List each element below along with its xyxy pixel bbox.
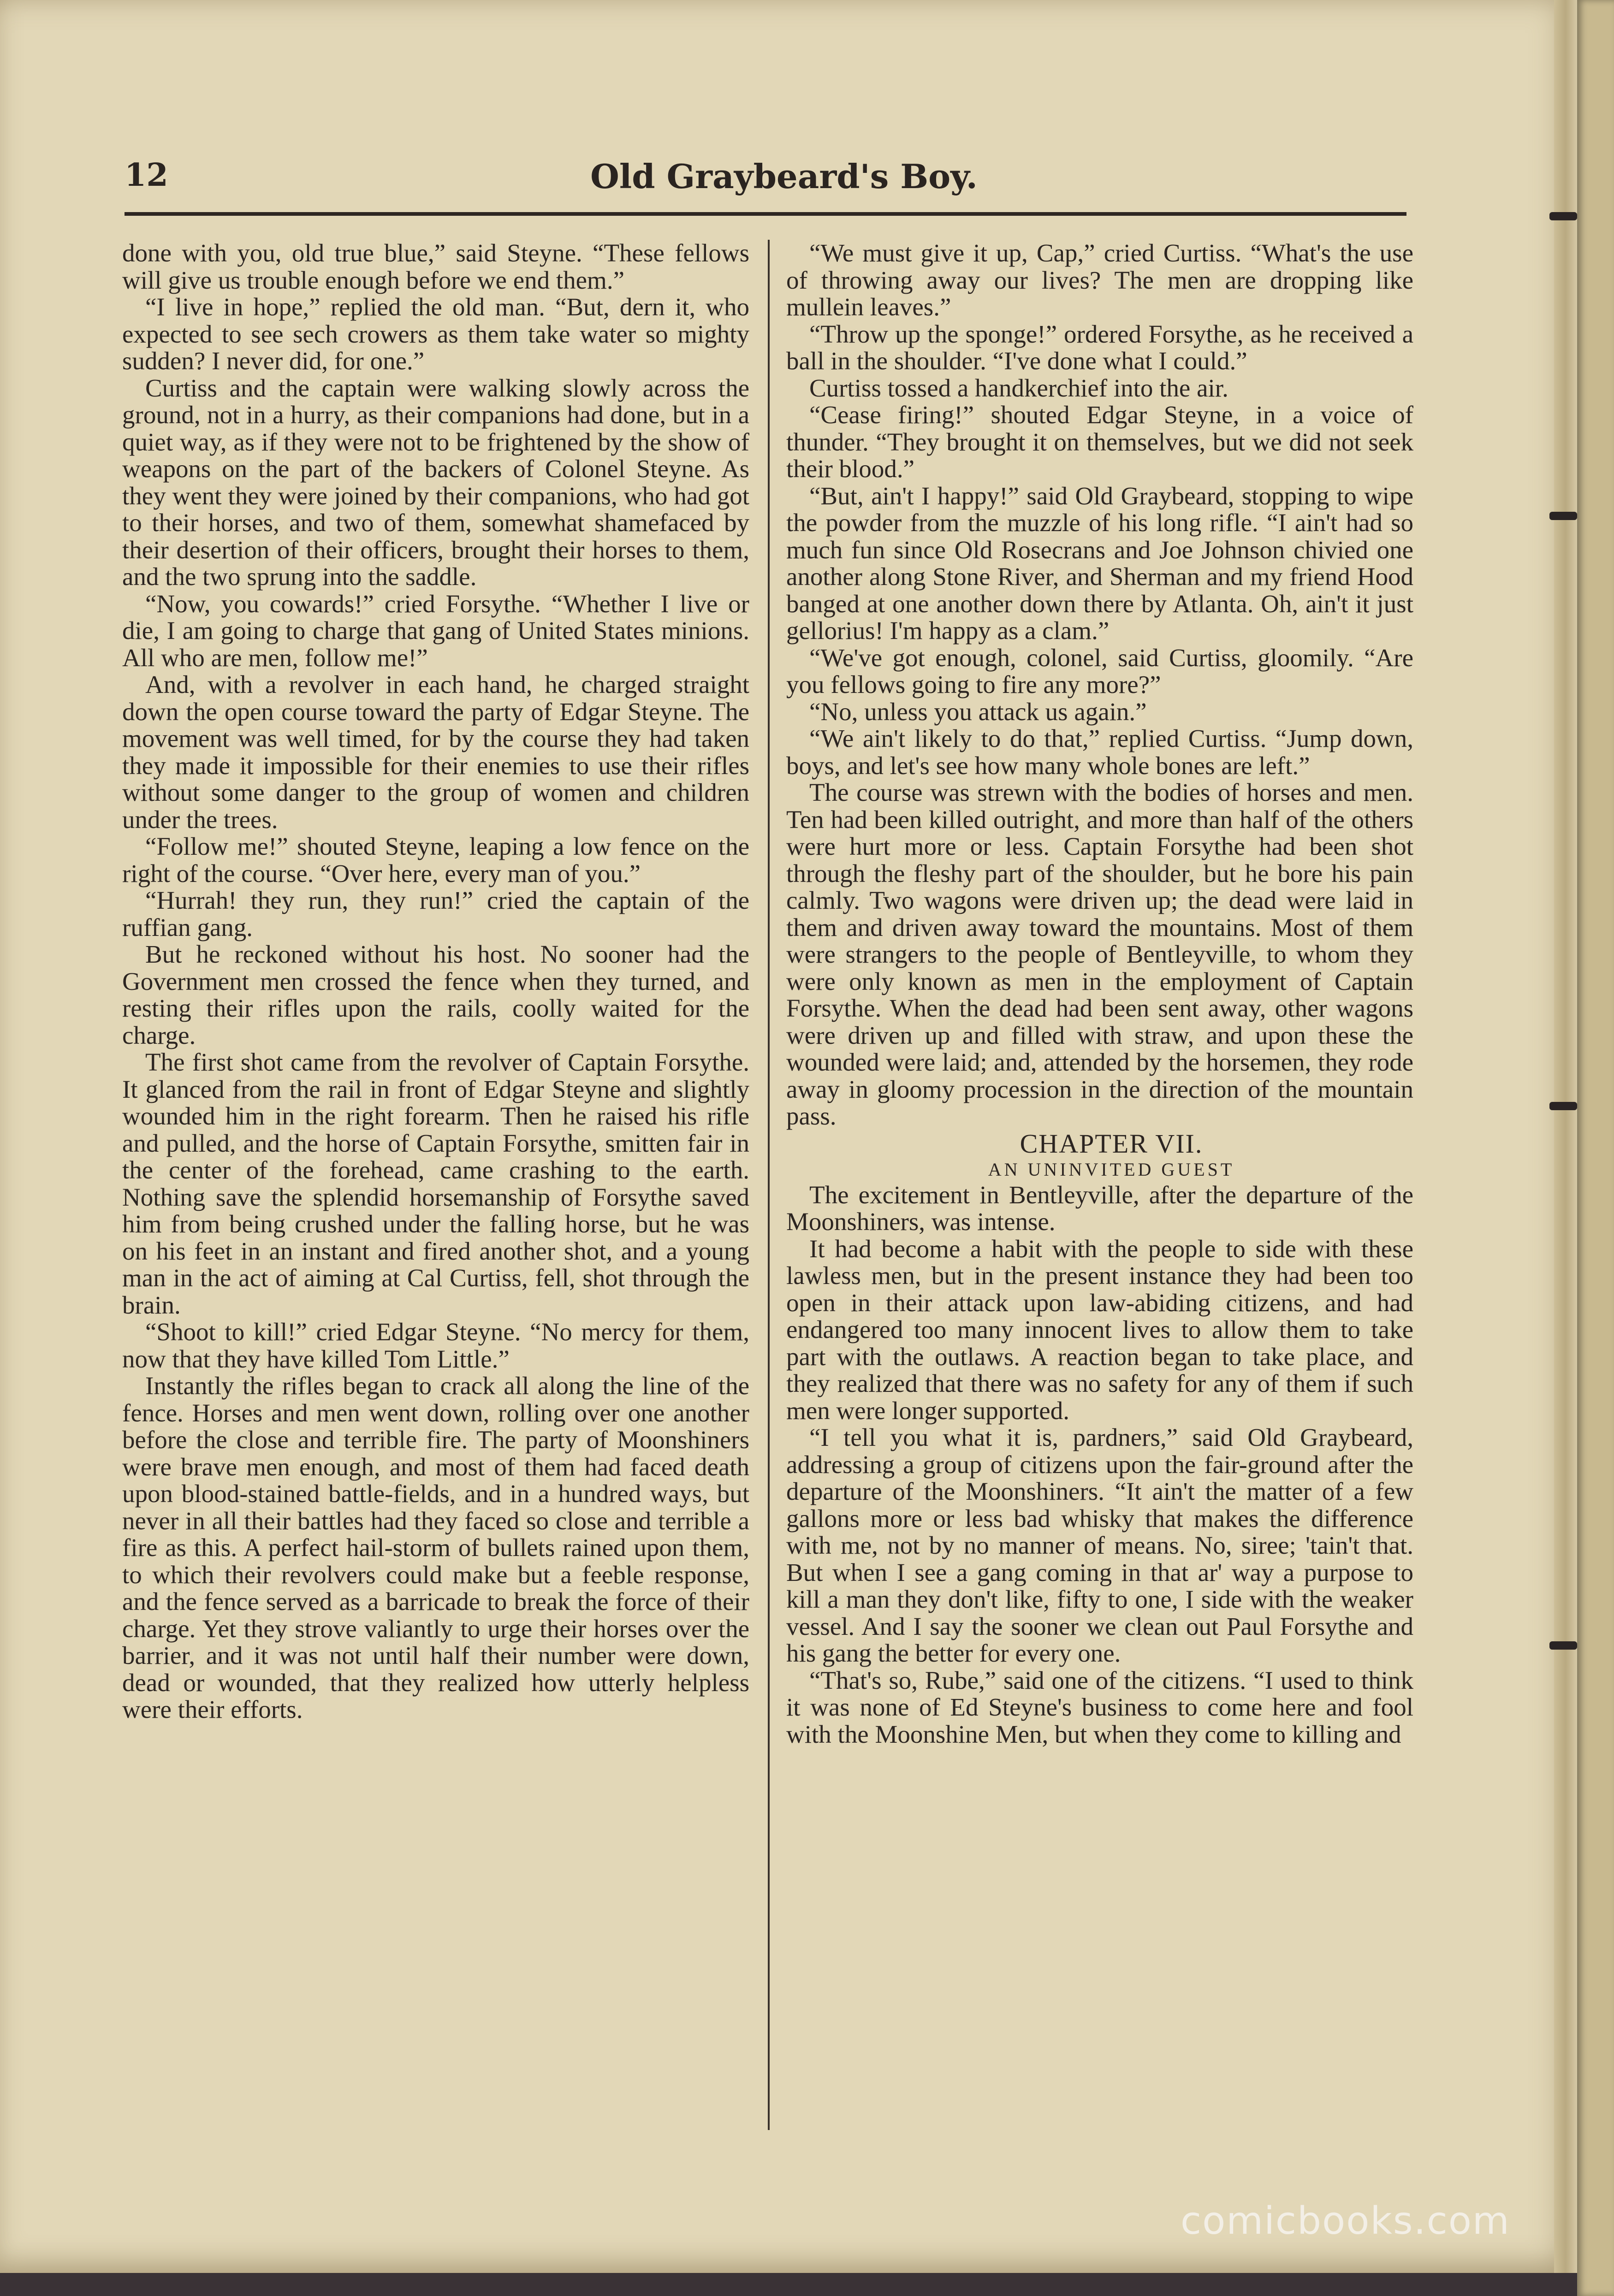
paragraph: “Shoot to kill!” cried Edgar Steyne. “No mercy for them, now that they have killed Tom Little.” [122, 1318, 749, 1373]
paragraph: Instantly the rifles began to crack all along the line of the fence. Horses and men went down, rolling over one another before the close and terrible fire. The party of Moonshiners were brave men enough, and most of them had faced death upon blood-stained battle-fields, and in a hundred ways, but never in all their battles had they faced so close and terrible a fire as this. A perfect hail-storm of bullets rained upon them, to which their revolvers could make but a feeble response, and the fence served as a barricade to break the force of their charge. Yet they strove valiantly to urge their horses over the barrier, and it was not until half their number were down, dead or wounded, that they realized how utterly helpless were their efforts. [122, 1372, 749, 1723]
paragraph: And, with a revolver in each hand, he charged straight down the open course toward the party of Edgar Steyne. The movement was well timed, for by the course they had taken they made it impossible for their enemies to use their rifles without some danger to the group of women and children under the trees. [122, 670, 749, 834]
paragraph: Curtiss tossed a handkerchief into the air. [809, 373, 1228, 402]
site-watermark: comicbooks.com [1181, 2199, 1510, 2243]
paragraph: “Hurrah! they run, they run!” cried the captain of the ruffian gang. [122, 886, 749, 941]
staple-mark [1549, 512, 1577, 520]
paragraph: “Cease firing!” shouted Edgar Steyne, in a voice of thunder. “They brought it on themselves, but we did not seek their blood.” [786, 401, 1413, 483]
paragraph: done with you, old true blue,” said Steyne. “These fellows will give us trouble enough before we end them.” [122, 239, 749, 294]
paragraph: But he reckoned without his host. No sooner had the Government men crossed the fence when they turned, and resting their rifles upon the rails, coolly waited for the charge. [122, 940, 749, 1049]
staple-mark [1549, 1102, 1577, 1110]
paragraph: “But, ain't I happy!” said Old Graybeard, stopping to wipe the powder from the muzzle of his long rifle. “I ain't had so much fun since Old Rosecrans and Joe Johnson chivied one another along Stone River, and Sherman and my friend Hood banged at one another down there by Atlanta. Oh, ain't it just gellorius! I'm happy as a clam.” [786, 481, 1413, 645]
paragraph: “We ain't likely to do that,” replied Curtiss. “Jump down, boys, and let's see how many whole bones are left.” [786, 724, 1413, 780]
paragraph: The excitement in Bentleyville, after the departure of the Moonshiners, was intense. [786, 1180, 1413, 1236]
paragraph: “We must give it up, Cap,” cried Curtiss. “What's the use of throwing away our lives? The men are dropping like mullein leaves.” [786, 239, 1413, 321]
paragraph: “Follow me!” shouted Steyne, leaping a low fence on the right of the course. “Over here, every man of you.” [122, 832, 749, 888]
running-title: Old Graybeard's Boy. [590, 157, 978, 196]
right-column [786, 240, 1413, 1748]
header-rule [125, 212, 1406, 216]
column-divider [768, 240, 770, 2130]
paragraph: “I tell you what it is, pardners,” said Old Graybeard, addressing a group of citizens upon the fair-ground after the departure of the Moonshiners. “It ain't the matter of a few gallons more or less bad whisky that makes the difference with me, not by no manner of means. No, siree; 'tain't that. But when I see a gang coming in that ar' way a purpose to kill a man they don't like, fifty to one, I side with the weaker vessel. And I say the sooner we clean out Paul Forsythe and his gang the better for every one. [786, 1423, 1413, 1667]
chapter-heading: CHAPTER VII. [1020, 1128, 1203, 1159]
page-number: 12 [125, 157, 168, 194]
paragraph: “No, unless you attack us again.” [809, 697, 1147, 726]
paragraph: “I live in hope,” replied the old man. “But, dern it, who expected to see sech crowers as them take water so mighty sudden? I never did, for one.” [122, 293, 749, 375]
next-page-edge [1577, 0, 1614, 2296]
paragraph: “Throw up the sponge!” ordered Forsythe, as he received a ball in the shoulder. “I've done what I could.” [786, 320, 1413, 375]
paragraph: “Now, you cowards!” cried Forsythe. “Whether I live or die, I am going to charge that gang of United States minions. All who are men, follow me!” [122, 589, 749, 672]
paragraph: It had become a habit with the people to side with these lawless men, but in the present instance they had been too open in their attack upon law-abiding citizens, and had endangered too many innocent lives to allow them to take part with the outlaws. A reaction began to take place, and they realized that there was no safety for any of them if such men were longer supported. [786, 1234, 1413, 1425]
paragraph: The course was strewn with the bodies of horses and men. Ten had been killed outright, and more than half of the others were hurt more or less. Captain Forsythe had been shot through the fleshy part of the shoulder, but he bore his pain calmly. Two wagons were driven up; the dead were laid in them and driven away toward the mountains. Most of them were strangers to the people of Bentleyville, to whom they were only known as men in the employment of Captain Forsythe. When the dead had been sent away, other wagons were driven up and filled with straw, and upon these the wounded were laid; and, attended by the horsemen, they rode away in gloomy procession in the direction of the mountain pass. [786, 778, 1413, 1130]
chapter-subtitle: AN UNINVITED GUEST [988, 1159, 1235, 1180]
page-gutter [1554, 0, 1577, 2273]
left-column [122, 240, 749, 1723]
paragraph: The first shot came from the revolver of Captain Forsythe. It glanced from the rail in front of Edgar Steyne and slightly wounded him in the right forearm. Then he raised his rifle and pulled, and the horse of Captain Forsythe, smitten fair in the center of the forehead, came crashing to the earth. Nothing save the splendid horsemanship of Forsythe saved him from being crushed under the falling horse, but he was on his feet in an instant and fired another shot, and a young man in the act of aiming at Cal Curtiss, fell, shot through the brain. [122, 1048, 749, 1319]
paragraph: Curtiss and the captain were walking slowly across the ground, not in a hurry, as their companions had done, but in a quiet way, as if they were not to be frightened by the show of weapons on the part of the backers of Colonel Steyne. As they went they were joined by their companions, who had got to their horses, and two of them, somewhat shamefaced by their desertion of their officers, brought their horses to them, and the two sprung into the saddle. [122, 373, 749, 591]
staple-mark [1549, 1641, 1577, 1650]
paragraph: “We've got enough, colonel, said Curtiss, gloomily. “Are you fellows going to fire any more?” [786, 643, 1413, 698]
page-header [0, 148, 1577, 212]
paragraph: “That's so, Rube,” said one of the citizens. “I used to think it was none of Ed Steyne's business to come here and fool with the Moonshine Men, but when they come to killing and [786, 1666, 1413, 1748]
staple-mark [1549, 212, 1577, 220]
